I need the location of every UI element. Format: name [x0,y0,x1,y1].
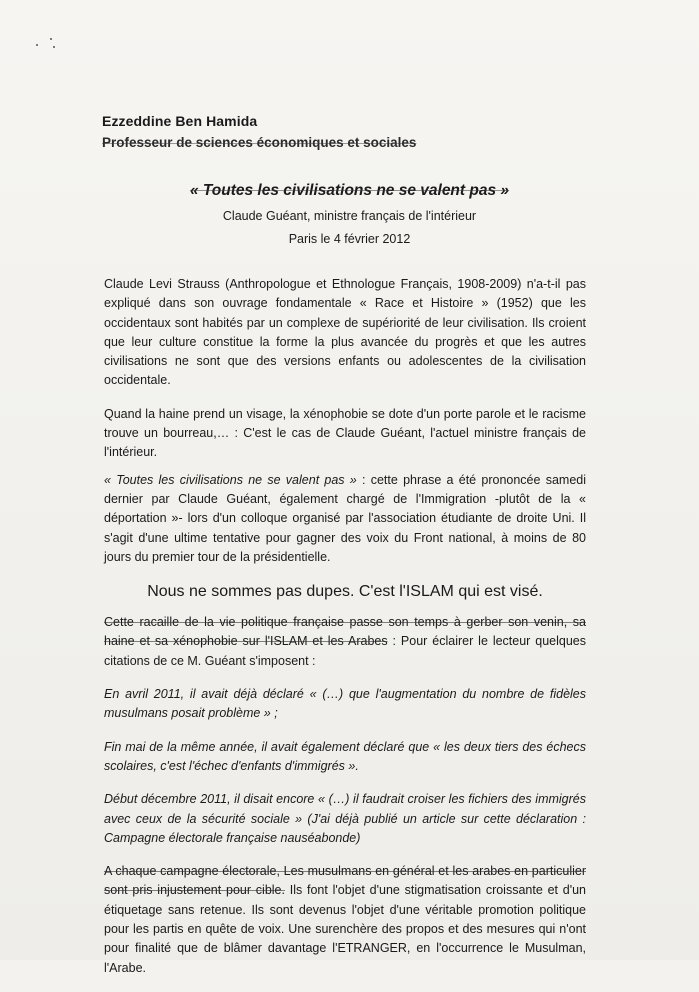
paragraph-levi-strauss: Claude Levi Strauss (Anthropologue et Ethnologue Français, 1908-2009) n'a-t-il pas expliqué dans son ouvrage fondamentale « Race et Histoire » (1952) que les occidentaux sont habités par un complexe de supériorité de leur civilisation. Ils croient que leur culture constitue la forme la plus avancée du progrès et que les autres civilisations ne sont que des versions enfants ou adolescentes de la civilisation occidentale. [104,277,586,388]
paragraph-text: Ils font l'objet d'une stigmatisation croissante et d'un étiquetage sans retenue. Ils sont devenus l'objet d'une véritable promotion politique pour les partis en quête de voix. Une surenchère des propos et des mesures qui n'ont pour finalité que de blâmer davantage l'ETRANGER, en l'occurrence le Musulman, l'Arabe. [104,883,586,975]
paragraph-campagne [104,862,586,978]
paragraph-text: : Pour éclairer le lecteur quelques citations de ce M. Guéant s'imposent : [104,634,586,668]
phrase-rest: : cette phrase a été prononcée samedi dernier par Claude Guéant, également chargé de l'Immigration -plutôt de la « déportation »- lors d'un colloque organisé par l'association étudiante de droite Uni. Il s'agit d'une ultime tentative pour gagner des voix du Front national, à moins de 80 jours du premier tour de la présidentielle. [104,472,586,564]
scan-speck [53,46,55,48]
phrase-quote: « Toutes les civilisations ne se valent pas » [104,472,357,487]
struck-text: Cette racaille de la vie politique française passe son temps à gerber son venin, sa haine et sa xénophobie sur l'ISLAM et les Arabes [104,615,586,649]
citation-mai: Fin mai de la même année, il avait également déclaré que « les deux tiers des échecs scolaires, c'est l'échec d'enfants d'immigrés ». [104,739,586,773]
struck-text: A chaque campagne électorale, Les musulmans en général et les arabes en particulier sont pris injustement pour cible. [104,864,586,898]
paragraph-haine: Quand la haine prend un visage, la xénophobie se dote d'un porte parole et le racisme trouve un bourreau,… : C'est le cas de Claude Guéant, l'actuel ministre français de l'intérieur. [104,406,586,460]
quote-title-text: « Toutes les civilisations ne se valent pas » [189,182,510,199]
section-heading: Nous ne sommes pas dupes. C'est l'ISLAM qui est visé. [147,583,543,601]
quote-title [0,182,699,200]
author-profession: Professeur de sciences économiques et sociales [102,135,417,150]
article-body [104,275,586,992]
paragraph-phrase [104,471,586,567]
citation-decembre-2011: Début décembre 2011, il disait encore « (…) il faudrait croiser les fichiers des immigrés avec ceux de la sécurité sociale » (J'ai déjà publié un article sur cette déclaration : Campagne électorale française nauséabonde) [104,792,586,845]
quote-attribution: Claude Guéant, ministre français de l'intérieur [222,209,477,223]
scan-speck [50,38,52,40]
document-header [102,113,416,150]
author-name: Ezzeddine Ben Hamida [102,113,258,129]
scan-speck [36,44,38,46]
dateline: Paris le 4 février 2012 [288,232,411,246]
citation-avril-2011: En avril 2011, il avait déjà déclaré « (…) que l'augmentation du nombre de fidèles musulmans posait problème » ; [104,687,586,721]
paragraph-racaille [104,613,586,671]
